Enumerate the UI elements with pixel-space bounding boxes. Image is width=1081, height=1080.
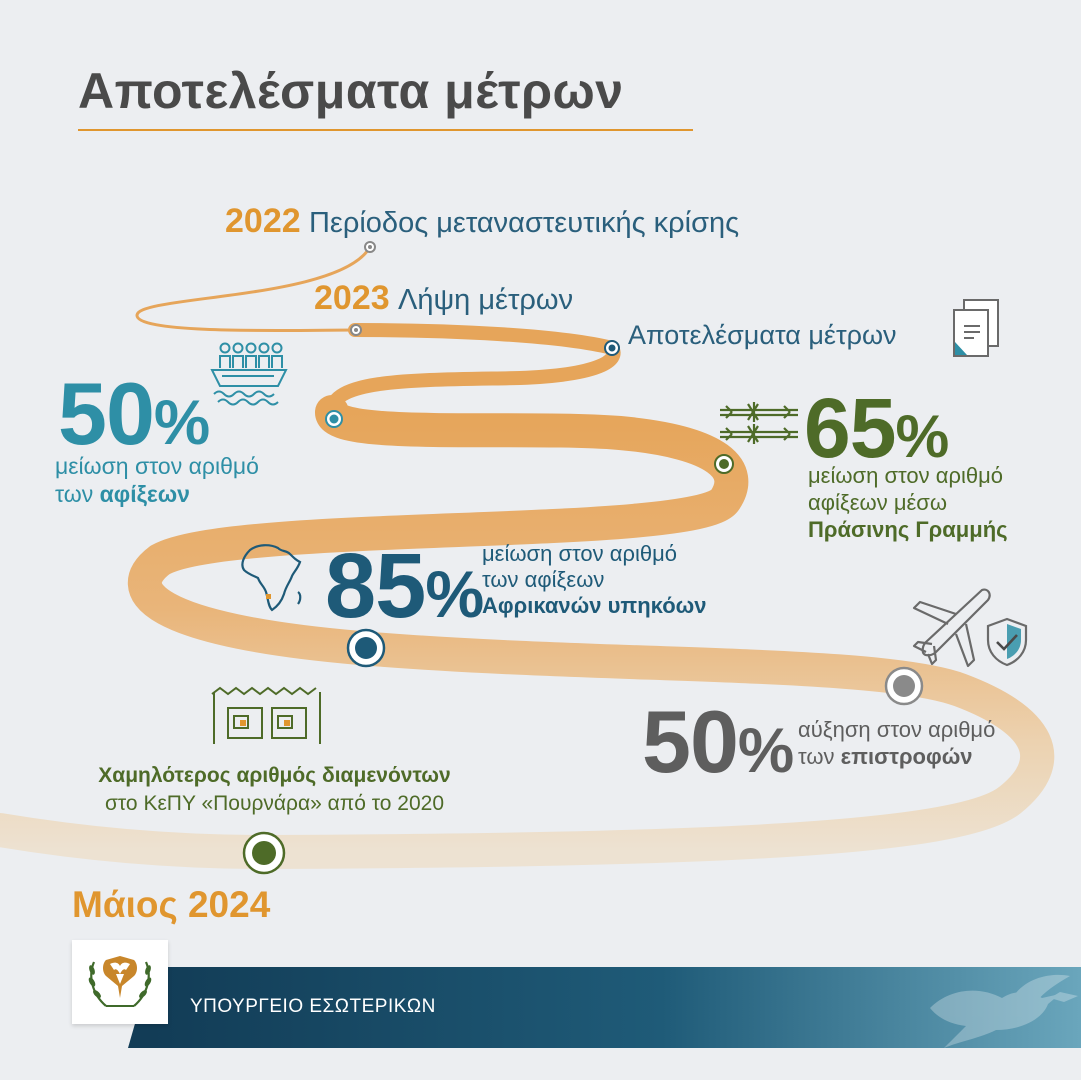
title-underline — [78, 129, 693, 131]
page-title: Αποτελέσματα μέτρων — [78, 63, 624, 119]
dove-icon — [910, 968, 1081, 1048]
shield-check-icon — [984, 616, 1030, 668]
stat-line-prefix: των — [798, 744, 841, 769]
end-date-label: Μάιος 2024 — [72, 884, 271, 925]
stat-green-line-description — [808, 462, 1008, 543]
stat-pournara-description — [72, 762, 477, 818]
stat-percent: % — [895, 402, 949, 470]
stat-african-description — [482, 541, 706, 619]
timeline-item-2023 — [314, 279, 573, 318]
boat-icon — [208, 340, 290, 408]
airplane-icon — [912, 584, 994, 668]
stat-line: μείωση στον αριθμό — [482, 541, 678, 566]
stat-line-bold: επιστροφών — [840, 744, 973, 769]
stat-number: 85 — [325, 535, 426, 637]
stat-line — [798, 743, 995, 770]
stat-green-line-value — [804, 381, 949, 475]
stat-line-bold: αφίξεων — [99, 481, 190, 507]
stat-percent: % — [737, 716, 794, 786]
stat-line: μείωση στον αριθμό — [808, 463, 1004, 488]
document-icon — [950, 298, 1002, 360]
stat-number: 50 — [642, 692, 738, 791]
barbed-wire-icon — [718, 396, 800, 448]
milestone-green-line-dot — [715, 455, 733, 473]
milestone-results-dot — [605, 341, 619, 355]
milestone-arrivals-dot — [326, 411, 342, 427]
stat-line-bold — [482, 593, 706, 619]
timeline-year: 2023 — [314, 279, 390, 317]
africa-map-icon — [236, 540, 316, 618]
stat-line-bold: Χαμηλότερος αριθμός διαμενόντων — [98, 764, 451, 787]
stat-number: 65 — [804, 381, 896, 475]
cyprus-crest-box — [72, 940, 168, 1024]
milestone-pournara-dot — [244, 833, 284, 873]
timeline-text: Λήψη μέτρων — [397, 284, 574, 316]
camp-icon — [210, 686, 324, 746]
stat-line: των αφίξεων — [482, 567, 605, 592]
stat-line: στο ΚεΠΥ «Πουρνάρα» από το 2020 — [104, 792, 445, 815]
stat-number: 50 — [58, 364, 154, 463]
stat-arrivals-value — [58, 364, 210, 463]
stat-line — [55, 480, 259, 508]
timeline-year: 2022 — [225, 202, 301, 240]
timeline-text: Αποτελέσματα μέτρων — [628, 320, 897, 350]
timeline-text: Περίοδος μεταναστευτικής κρίσης — [308, 207, 740, 239]
timeline-item-2022 — [225, 202, 739, 241]
milestone-returns-dot — [886, 668, 922, 704]
timeline-item-results — [628, 318, 897, 352]
stat-percent: % — [153, 388, 210, 458]
stat-line-bold-text: Αφρικανών υπηκόων — [482, 593, 707, 618]
stat-line: αύξηση στον αριθμό — [798, 717, 996, 742]
milestone-2023-dot — [351, 325, 361, 335]
stat-line-bold — [808, 516, 1008, 543]
ministry-name: ΥΠΟΥΡΓΕΙΟ ΕΣΩΤΕΡΙΚΩΝ — [190, 996, 436, 1017]
stat-arrivals-description — [55, 452, 259, 508]
stat-returns-value — [642, 692, 794, 791]
stat-line: μείωση στον αριθμό — [55, 453, 259, 479]
stat-line-prefix: των — [55, 481, 100, 507]
stat-african-value — [325, 535, 484, 637]
cyprus-crest-icon — [72, 940, 168, 1024]
milestone-2022-dot — [365, 242, 375, 252]
stat-line: αφίξεων μέσω — [808, 490, 948, 515]
stat-line-bold-text: Πράσινης Γραμμής — [808, 517, 1008, 542]
stat-returns-description — [798, 716, 995, 770]
stat-percent: % — [425, 558, 484, 632]
road-medium-segment — [332, 330, 614, 412]
